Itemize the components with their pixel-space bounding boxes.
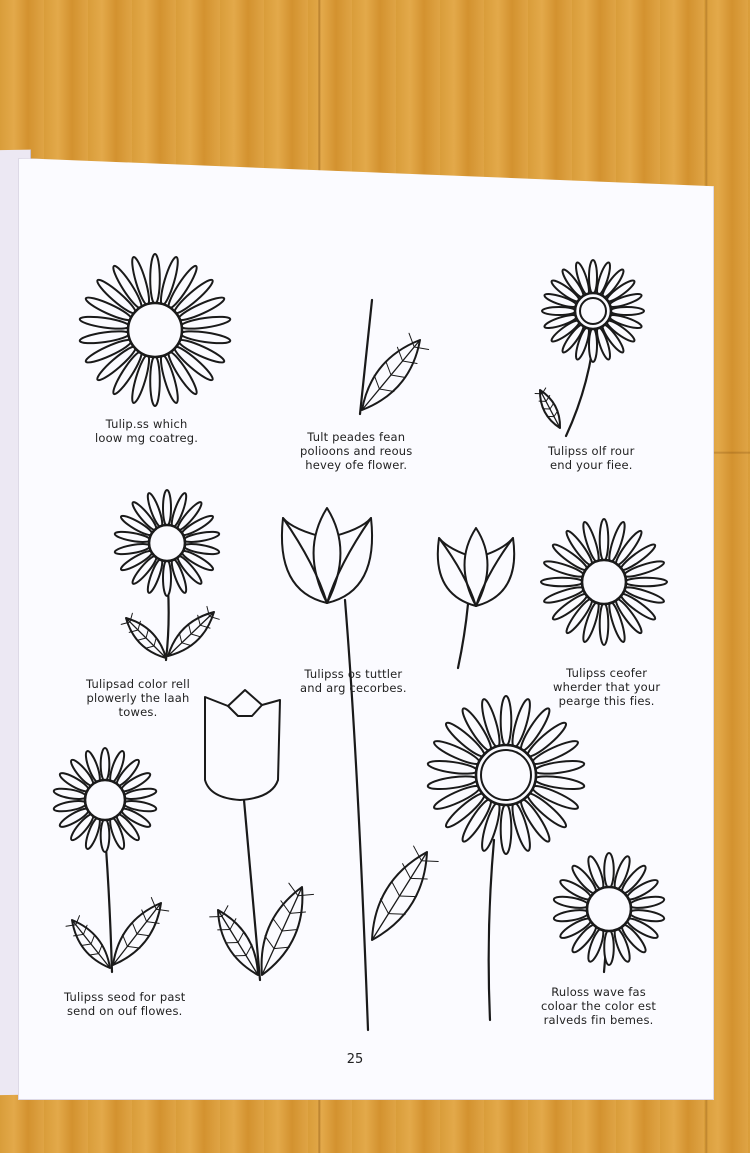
daisy-flower-4	[114, 490, 220, 596]
caption-8: Ruloss wave fas coloar the color est ralveds fin bemes.	[541, 985, 657, 1027]
stem-6	[458, 604, 468, 668]
caption-1: Tulip.ss which loow mg coatreg.	[95, 417, 199, 445]
daisy-flower-10	[427, 696, 585, 854]
daisy-flower-3	[542, 260, 644, 362]
daisy-flower-7	[541, 519, 667, 645]
stem-5	[345, 600, 368, 1030]
caption-4: Tulipsad color rell plowerly the laah towes.	[86, 677, 190, 719]
page-number: 25	[346, 1052, 364, 1067]
tulip-flower-9	[205, 690, 280, 800]
daisy-flower-1	[79, 254, 231, 406]
caption-5: Tulipss os tuttler and arg cecorbes.	[300, 667, 407, 695]
caption-6: Tulipss ceofer wherder that your pearge this fies.	[553, 666, 661, 708]
caption-3: Tulipss olf rour end your fiee.	[548, 444, 635, 472]
stem-10	[489, 840, 494, 1020]
stem-3	[566, 352, 592, 436]
daisy-flower-8	[53, 748, 157, 852]
stem-4	[166, 588, 169, 660]
caption-2: Tult peades fean polioons and reous hevey ofe flower.	[300, 430, 413, 472]
caption-7: Tulipss seod for past send on ouf flowes.	[64, 990, 186, 1018]
daisy-flower-11	[553, 853, 665, 965]
